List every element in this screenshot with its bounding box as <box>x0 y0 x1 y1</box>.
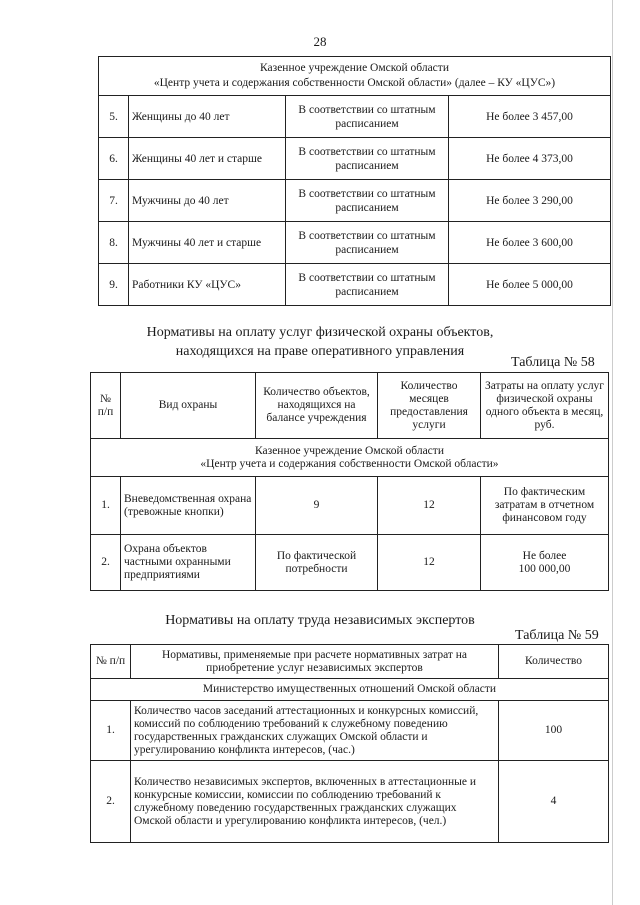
table-59 <box>90 644 609 843</box>
table-row <box>91 535 609 591</box>
row-basis: В соответствии со штатным расписанием <box>286 264 449 306</box>
org-name-line1: Казенное учреждение Омской области <box>255 444 444 457</box>
row-basis: В соответствии со штатным расписанием <box>286 138 449 180</box>
row-category: Женщины 40 лет и старше <box>129 138 286 180</box>
table-57-continuation <box>98 56 611 306</box>
row-number: 5. <box>99 96 129 138</box>
table-row <box>99 264 611 306</box>
header-cost: Затраты на оплату услуг физической охраны одного объекта в месяц, руб. <box>481 373 609 439</box>
row-number: 8. <box>99 222 129 264</box>
row-basis: В соответствии со штатным расписанием <box>286 180 449 222</box>
row-category: Мужчины до 40 лет <box>129 180 286 222</box>
row-number: 1. <box>91 477 121 535</box>
section-58-title-line1: Нормативы на оплату услуг физической охраны объектов, <box>146 325 494 340</box>
row-norm: Не более 3 600,00 <box>449 222 611 264</box>
page-number: 28 <box>313 34 327 49</box>
row-objects: 9 <box>256 477 378 535</box>
table-59-label: Таблица № 59 <box>515 628 599 643</box>
ministry-header: Министерство имущественных отношений Омской области <box>91 679 609 701</box>
org-name-line2: «Центр учета и содержания собственности Омской области» <box>200 457 499 470</box>
row-category: Женщины до 40 лет <box>129 96 286 138</box>
row-number: 2. <box>91 761 131 843</box>
header-type: Вид охраны <box>121 373 256 439</box>
table-58 <box>90 372 609 591</box>
row-security-type: Вневедомственная охрана (тревожные кнопки) <box>121 477 256 535</box>
row-basis: В соответствии со штатным расписанием <box>286 222 449 264</box>
header-num: № п/п <box>91 373 121 439</box>
row-number: 6. <box>99 138 129 180</box>
row-norm: Не более 4 373,00 <box>449 138 611 180</box>
row-number: 2. <box>91 535 121 591</box>
row-months: 12 <box>378 477 481 535</box>
row-number: 7. <box>99 180 129 222</box>
table-58-label: Таблица № 58 <box>511 355 595 370</box>
row-cost <box>481 535 609 591</box>
row-norm: Не более 3 457,00 <box>449 96 611 138</box>
table-row <box>99 180 611 222</box>
table-row <box>99 138 611 180</box>
row-category: Работники КУ «ЦУС» <box>129 264 286 306</box>
row-number: 1. <box>91 701 131 761</box>
header-norms: Нормативы, применяемые при расчете нормативных затрат на приобретение услуг независимых экспертов <box>131 645 499 679</box>
section-58-title-line2: находящихся на праве оперативного управления <box>175 344 465 359</box>
row-qty: 100 <box>499 701 609 761</box>
table-row <box>91 761 609 843</box>
row-cost: По фактическим затратам в отчетном финансовом году <box>481 477 609 535</box>
org-header <box>99 57 611 96</box>
header-objects: Количество объектов, находящихся на балансе учреждения <box>256 373 378 439</box>
header-num: № п/п <box>91 645 131 679</box>
org-name-line2: «Центр учета и содержания собственности Омской области» (далее – КУ «ЦУС») <box>153 77 556 89</box>
row-category: Мужчины 40 лет и старше <box>129 222 286 264</box>
row-months: 12 <box>378 535 481 591</box>
row-cost-line1: Не более <box>522 549 567 562</box>
row-qty: 4 <box>499 761 609 843</box>
row-cost-line2: 100 000,00 <box>518 562 571 575</box>
table-row <box>99 222 611 264</box>
row-number: 9. <box>99 264 129 306</box>
row-basis: В соответствии со штатным расписанием <box>286 96 449 138</box>
row-objects: По фактической потребности <box>256 535 378 591</box>
org-name-line1: Казенное учреждение Омской области <box>260 62 449 74</box>
row-norm-text: Количество часов заседаний аттестационных и конкурсных комиссий, комиссий по соблюдению требований к служебному поведению государственных гражданских служащих Омской области и урегулированию конфликта интересов, (час.) <box>131 701 499 761</box>
table-row <box>91 701 609 761</box>
page-edge-line <box>612 0 613 905</box>
header-qty: Количество <box>499 645 609 679</box>
row-norm: Не более 5 000,00 <box>449 264 611 306</box>
table-row <box>99 96 611 138</box>
row-norm-text: Количество независимых экспертов, включенных в аттестационные и конкурсные комиссии, комиссии по соблюдению требований к служебному поведению государственных гражданских служащих Омской области и урегулированию конфликта интересов, (чел.) <box>131 761 499 843</box>
header-months: Количество месяцев предоставления услуги <box>378 373 481 439</box>
row-norm: Не более 3 290,00 <box>449 180 611 222</box>
row-security-type: Охрана объектов частными охранными предприятиями <box>121 535 256 591</box>
org-header <box>91 439 609 477</box>
table-row <box>91 477 609 535</box>
section-59-title: Нормативы на оплату труда независимых экспертов <box>165 613 475 628</box>
